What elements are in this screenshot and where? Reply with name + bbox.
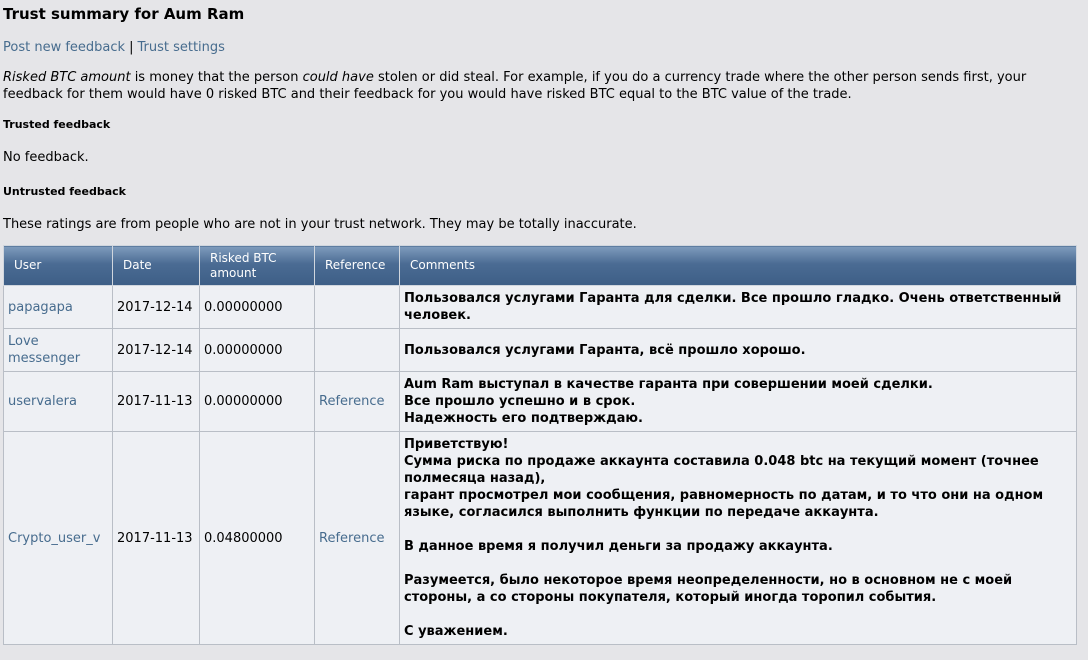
untrusted-feedback-heading: Untrusted feedback: [3, 185, 126, 198]
reference-link[interactable]: Reference: [319, 394, 385, 409]
header-reference: Reference: [315, 246, 400, 286]
cell-reference: [315, 432, 400, 645]
cell-date: 2017-11-13: [113, 432, 200, 645]
table-row: [4, 329, 1077, 372]
cell-comment: [400, 432, 1077, 645]
cell-risked-btc: 0.00000000: [200, 286, 315, 329]
cell-user: [4, 372, 113, 432]
cell-risked-btc: 0.04800000: [200, 432, 315, 645]
cell-date: 2017-12-14: [113, 286, 200, 329]
comment-blank-line: [404, 521, 1072, 538]
table-row: [4, 286, 1077, 329]
comment-line: Надежность его подтверждаю.: [404, 411, 643, 426]
comment-line: Пользовался услугами Гаранта для сделки. Все прошло гладко. Очень ответственный человек.: [404, 291, 1062, 323]
cell-risked-btc: 0.00000000: [200, 329, 315, 372]
comment-line: Приветствую!: [404, 437, 509, 452]
trusted-feedback-text: No feedback.: [3, 150, 89, 165]
action-links: [3, 40, 1085, 56]
cell-date: 2017-11-13: [113, 372, 200, 432]
cell-risked-btc: 0.00000000: [200, 372, 315, 432]
cell-comment: [400, 329, 1077, 372]
intro-text-1: is money that the person: [130, 70, 303, 85]
trusted-feedback-heading: Trusted feedback: [3, 118, 111, 131]
user-link[interactable]: Love messenger: [8, 334, 81, 366]
cell-reference: [315, 329, 400, 372]
comment-line: С уважением.: [404, 624, 508, 639]
comment-blank-line: [404, 606, 1072, 623]
cell-user: [4, 329, 113, 372]
page-title: Trust summary for Aum Ram: [3, 5, 245, 23]
header-risked-btc: Risked BTC amount: [200, 246, 315, 286]
trust-settings-link[interactable]: Trust settings: [137, 40, 225, 55]
comment-line: Пользовался услугами Гаранта, всё прошло хорошо.: [404, 342, 806, 358]
table-header-row: [4, 246, 1077, 286]
cell-user: [4, 286, 113, 329]
comment-line: Разумеется, было некоторое время неопределенности, но в основном не с моей стороны, а со стороны покупателя, который иногда торопил события.: [404, 573, 1013, 605]
comment-line: Aum Ram выступал в качестве гаранта при совершении моей сделки.: [404, 377, 933, 392]
feedback-table: [3, 245, 1077, 645]
cell-date: 2017-12-14: [113, 329, 200, 372]
comment-line: Сумма риска по продаже аккаунта составила 0.048 btc на текущий момент (точнее полмесяца назад),: [404, 454, 1039, 486]
reference-link[interactable]: Reference: [319, 530, 385, 546]
cell-reference: [315, 286, 400, 329]
cell-user: [4, 432, 113, 645]
comment-blank-line: [404, 555, 1072, 572]
risked-btc-explanation: [3, 69, 1063, 103]
header-date: Date: [113, 246, 200, 286]
table-row: [4, 432, 1077, 645]
comment-line: В данное время я получил деньги за продажу аккаунта.: [404, 539, 833, 554]
cell-reference: [315, 372, 400, 432]
intro-emphasis: could have: [302, 70, 374, 85]
table-row: [4, 372, 1077, 432]
untrusted-feedback-text: These ratings are from people who are not in your trust network. They may be totally inaccurate.: [3, 217, 637, 232]
user-link[interactable]: uservalera: [8, 394, 77, 409]
cell-comment: [400, 372, 1077, 432]
cell-comment: [400, 286, 1077, 329]
intro-text-2: stolen or did steal. For example, if you do a currency trade where the other person sends first, your feedback for them would have 0 risked BTC and their feedback for you would have risked BTC equal to the BTC value of the trade.: [3, 70, 1027, 102]
user-link[interactable]: papagapa: [8, 299, 73, 315]
header-user: User: [4, 246, 113, 286]
header-comments: Comments: [400, 246, 1077, 286]
post-feedback-link[interactable]: Post new feedback: [3, 40, 126, 55]
link-separator: |: [129, 40, 134, 55]
comment-line: гарант просмотрел мои сообщения, равномерность по датам, и то что они на одном языке, согласился выполнить функции по передаче аккаунта.: [404, 488, 1044, 520]
risked-btc-term: Risked BTC amount: [3, 70, 131, 85]
comment-line: Все прошло успешно и в срок.: [404, 394, 636, 409]
user-link[interactable]: Crypto_user_v: [8, 530, 101, 546]
